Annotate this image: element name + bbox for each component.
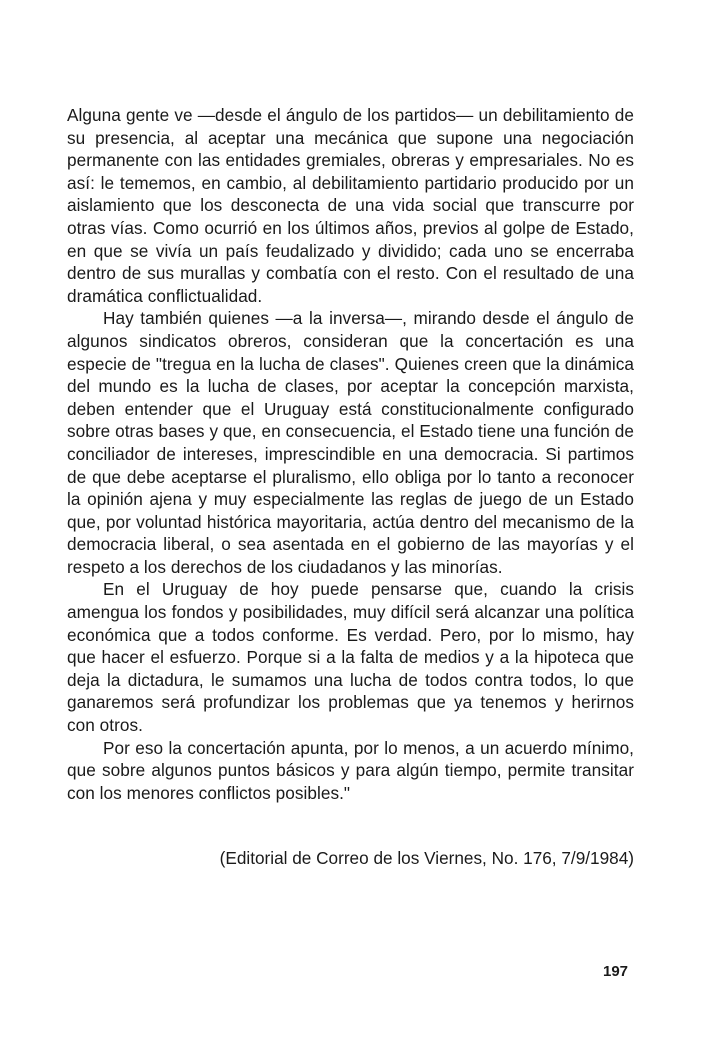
paragraph: Hay también quienes —a la inversa—, mirando desde el ángulo de algunos sindicatos obreros, consideran que la concertación es una especie de "tregua en la lucha de clases". Quienes creen que la dinámica del mundo es la lucha de clases, por aceptar la concepción marxista, deben entender que el Uruguay está constitucionalmente configurado sobre otras bases y que, en consecuencia, el Estado tiene una función de conciliador de intereses, imprescindible en una democracia. Si partimos de que debe aceptarse el pluralismo, ello obliga por lo tanto a reconocer la opinión ajena y muy especialmente las reglas de juego de un Estado que, por voluntad histórica mayoritaria, actúa dentro del mecanismo de la democracia liberal, o sea asentada en el gobierno de las mayorías y el respeto a los derechos de los ciudadanos y las minorías. bbox=[67, 308, 634, 577]
page-body bbox=[67, 104, 634, 804]
paragraph: Por eso la concertación apunta, por lo menos, a un acuerdo mínimo, que sobre algunos puntos básicos y para algún tiempo, permite transitar con los menores conflictos posibles." bbox=[67, 737, 634, 803]
page-number: 197 bbox=[603, 963, 629, 980]
source-citation: (Editorial de Correo de los Viernes, No. 176, 7/9/1984) bbox=[219, 848, 634, 868]
paragraph: Alguna gente ve —desde el ángulo de los partidos— un debilitamiento de su presencia, al aceptar una mecánica que supone una negociación permanente con las entidades gremiales, obreras y empresariales. No es así: le tememos, en cambio, al debilitamiento partidario producido por un aislamiento que los desconecta de una vida social que transcurre por otras vías. Como ocurrió en los últimos años, previos al golpe de Estado, en que se vivía un país feudalizado y dividido; cada uno se encerraba dentro de sus murallas y combatía con el resto. Con el resultado de una dramática conflictualidad. bbox=[67, 105, 634, 306]
paragraph: En el Uruguay de hoy puede pensarse que, cuando la crisis amengua los fondos y posibilidades, muy difícil será alcanzar una política económica que a todos conforme. Es verdad. Pero, por lo mismo, hay que hacer el esfuerzo. Porque si a la falta de medios y a la hipoteca que deja la dictadura, le sumamos una lucha de todos contra todos, lo que ganaremos será profundizar los problemas que ya tenemos y herirnos con otros. bbox=[67, 579, 634, 736]
